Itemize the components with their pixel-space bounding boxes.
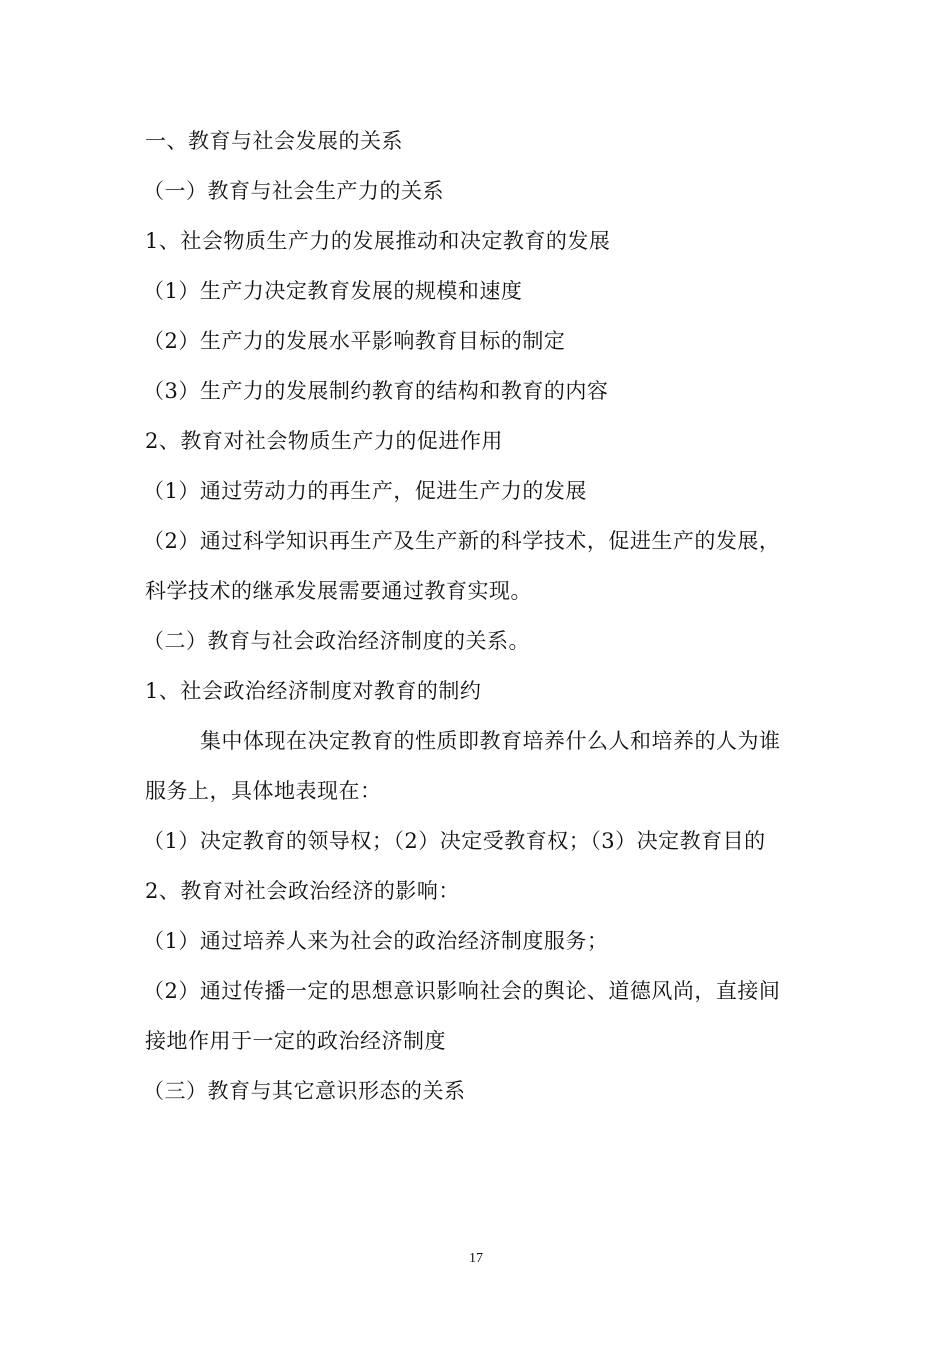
- subsection-heading-2: （二）教育与社会政治经济制度的关系。: [143, 629, 530, 653]
- list-item: （1）通过劳动力的再生产，促进生产力的发展: [143, 479, 587, 503]
- page-number: 17: [469, 1251, 483, 1266]
- list-item: （2）生产力的发展水平影响教育目标的制定: [143, 329, 566, 353]
- list-item-continuation: 接地作用于一定的政治经济制度: [145, 1029, 446, 1053]
- point-heading-1-1: 1、社会物质生产力的发展推动和决定教育的发展: [145, 229, 611, 253]
- subsection-heading-1: （一）教育与社会生产力的关系: [143, 179, 444, 203]
- list-item: （1）决定教育的领导权；（2）决定受教育权；（3）决定教育目的: [143, 829, 766, 853]
- point-heading-2-1: 1、社会政治经济制度对教育的制约: [145, 679, 482, 703]
- body-paragraph: 集中体现在决定教育的性质即教育培养什么人和培养的人为谁: [200, 729, 781, 753]
- list-item: （1）生产力决定教育发展的规模和速度: [143, 279, 523, 303]
- list-item: （2）通过传播一定的思想意识影响社会的舆论、道德风尚，直接间: [143, 979, 781, 1003]
- list-item: （1）通过培养人来为社会的政治经济制度服务；: [143, 929, 609, 953]
- list-item-continuation: 科学技术的继承发展需要通过教育实现。: [145, 579, 532, 603]
- point-heading-2-2: 2、教育对社会政治经济的影响：: [145, 879, 460, 903]
- section-heading-1: 一、教育与社会发展的关系: [145, 129, 403, 153]
- body-paragraph-continuation: 服务上，具体地表现在：: [145, 779, 382, 803]
- list-item: （3）生产力的发展制约教育的结构和教育的内容: [143, 379, 609, 403]
- subsection-heading-3: （三）教育与其它意识形态的关系: [143, 1079, 466, 1103]
- list-item: （2）通过科学知识再生产及生产新的科学技术，促进生产的发展，: [143, 529, 781, 553]
- point-heading-1-2: 2、教育对社会物质生产力的促进作用: [145, 429, 503, 453]
